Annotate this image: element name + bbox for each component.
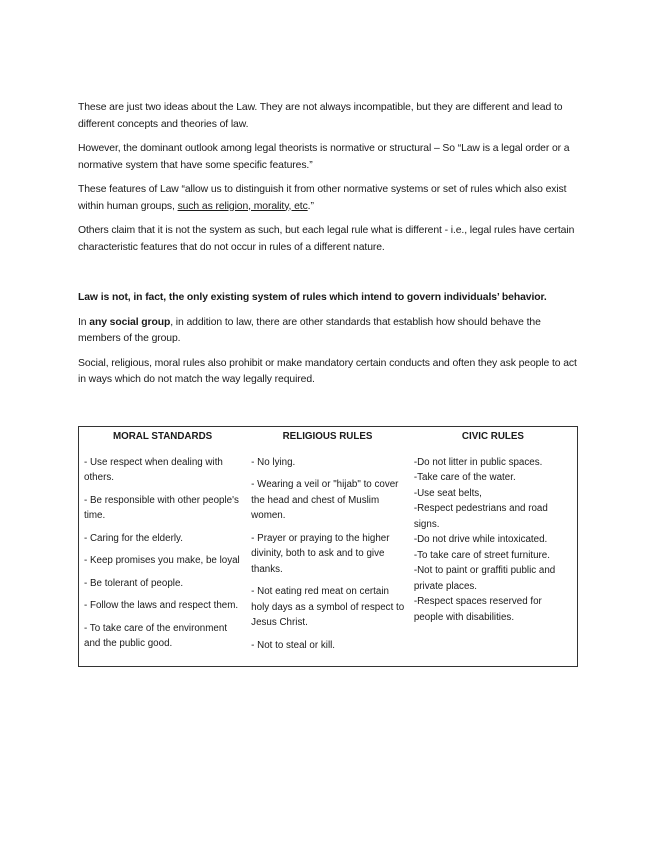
paragraph-two-ideas: These are just two ideas about the Law. They are not always incompatible, but they are different and lead to different concepts and theories of law. (78, 102, 563, 130)
list-item: -Do not drive while intoxicated. (413, 534, 548, 545)
header-religious-rules: RELIGIOUS RULES (282, 431, 373, 442)
paragraph-dominant-outlook: However, the dominant outlook among legal theorists is normative or structural – So “Law is a legal order or a normative system that have some specific features.” (78, 143, 570, 171)
list-item: -Take care of the water. (413, 472, 516, 483)
paragraph-features-of-law (78, 182, 580, 215)
list-item: - No lying. (251, 456, 296, 468)
list-item: -To take care of street furniture. (413, 549, 550, 561)
list-item: -Respect spaces reserved for people with disabilities. (413, 596, 542, 623)
social-group-text-end: , in addition to law, there are other standards that establish how should behave the members of the group. (78, 316, 541, 344)
list-item: - Keep promises you make, be loyal (84, 555, 240, 566)
list-item: - To take care of the environment and the public good. (84, 622, 228, 649)
underlined-examples: such as religion, morality, etc (177, 200, 308, 212)
list-item: - Follow the laws and respect them. (84, 600, 239, 611)
social-group-text: In (78, 316, 90, 328)
list-item: - Not to steal or kill. (251, 639, 336, 651)
list-item: -Respect pedestrians and road signs. (413, 503, 548, 530)
religious-column (246, 455, 409, 667)
header-civic-rules: CIVIC RULES (461, 431, 524, 442)
list-item: - Wearing a veil or "hijab" to cover the head and chest of Muslim women. (251, 479, 399, 521)
list-item: -Do not litter in public spaces. (413, 456, 543, 468)
list-item: -Not to paint or graffiti public and private places. (413, 565, 556, 592)
header-moral-standards: MORAL STANDARDS (112, 431, 213, 442)
list-item: - Be tolerant of people. (84, 577, 184, 589)
list-item: -Use seat belts, (413, 487, 482, 499)
features-text-end: .” (307, 200, 314, 212)
document-body (78, 100, 580, 397)
list-item: - Not eating red meat on certain holy days as a symbol of respect to Jesus Christ. (251, 586, 405, 628)
rules-table (78, 426, 578, 667)
bold-statement: Law is not, in fact, the only existing system of rules which intend to govern individuals’ behavior. (78, 292, 547, 303)
features-text: These features of Law “allow us to distinguish it from other normative systems or set of rules which also exist within human groups, (78, 184, 567, 212)
list-item: - Prayer or praying to the higher divinity, both to ask and to give thanks. (251, 532, 390, 575)
list-item: - Use respect when dealing with others. (84, 456, 223, 483)
moral-column (79, 455, 247, 667)
paragraph-social-group (78, 315, 580, 348)
list-item: - Caring for the elderly. (84, 532, 183, 544)
paragraph-others-claim: Others claim that it is not the system as such, but each legal rule what is different - i.e., legal rules have certain characteristic features that do not occur in rules of a different nature. (78, 225, 575, 253)
social-group-bold: any social group (89, 316, 171, 328)
list-item: - Be responsible with other people's time. (84, 494, 239, 521)
civic-column (409, 455, 578, 667)
paragraph-social-rules: Social, religious, moral rules also prohibit or make mandatory certain conducts and often they ask people to act in ways which do not match the way legally required. (78, 357, 577, 385)
